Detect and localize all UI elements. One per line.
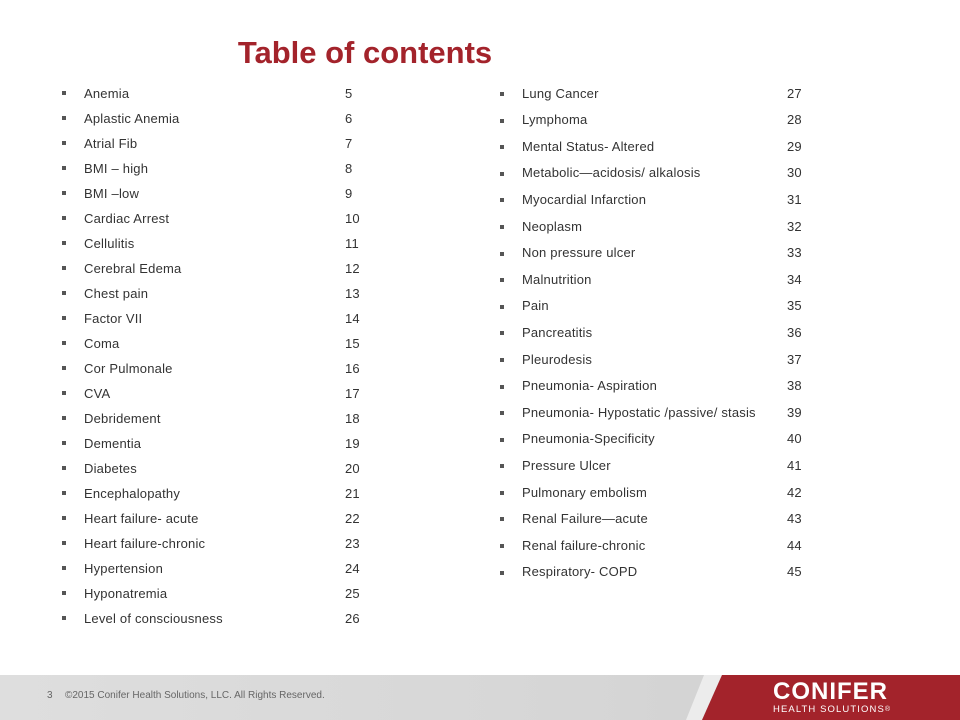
toc-entry: [62, 256, 382, 281]
toc-entry: [500, 373, 820, 400]
square-bullet-icon: [62, 216, 66, 220]
toc-entry-label: Level of consciousness: [84, 610, 223, 626]
toc-entry-page: 34: [787, 271, 802, 287]
toc-entry: [500, 320, 820, 347]
toc-entry-label: Pancreatitis: [522, 325, 593, 341]
toc-entry: [500, 160, 820, 187]
toc-entry-label: Chest pain: [84, 285, 149, 301]
toc-entry-page: 22: [345, 510, 360, 526]
toc-entry-page: 13: [345, 285, 360, 301]
toc-entry-label: Pneumonia- Aspiration: [522, 378, 657, 394]
toc-entry-page: 6: [345, 110, 353, 126]
square-bullet-icon: [62, 341, 66, 345]
toc-entry-page: 12: [345, 260, 360, 276]
toc-entry-label: Cerebral Edema: [84, 260, 182, 276]
toc-entry-page: 17: [345, 385, 360, 401]
square-bullet-icon: [62, 191, 66, 195]
toc-entry-label: Pleurodesis: [522, 351, 593, 367]
square-bullet-icon: [62, 391, 66, 395]
toc-entry-label: Pneumonia-Specificity: [522, 431, 655, 447]
square-bullet-icon: [500, 385, 504, 389]
toc-entry: [500, 426, 820, 453]
square-bullet-icon: [62, 491, 66, 495]
toc-entry: [62, 231, 382, 256]
logo-tagline-line: [773, 704, 903, 715]
toc-entry-page: 45: [787, 564, 802, 580]
toc-entry: [62, 531, 382, 556]
toc-right-column: [500, 81, 820, 586]
square-bullet-icon: [500, 92, 504, 96]
toc-entry-page: 37: [787, 351, 802, 367]
toc-left-column: [62, 81, 382, 631]
toc-entry-page: 18: [345, 410, 360, 426]
toc-entry-page: 20: [345, 460, 360, 476]
toc-entry-page: 33: [787, 245, 802, 261]
conifer-logo: [773, 680, 903, 715]
square-bullet-icon: [62, 516, 66, 520]
toc-entry: [62, 331, 382, 356]
toc-entry-label: Diabetes: [84, 460, 137, 476]
toc-entry: [500, 134, 820, 161]
square-bullet-icon: [500, 225, 504, 229]
toc-entry-page: 16: [345, 360, 360, 376]
copyright-notice: ©2015 Conifer Health Solutions, LLC. All Rights Reserved.: [65, 690, 325, 701]
square-bullet-icon: [62, 566, 66, 570]
square-bullet-icon: [500, 198, 504, 202]
toc-entry-page: 8: [345, 160, 353, 176]
toc-entry-page: 42: [787, 484, 802, 500]
toc-entry-page: 39: [787, 404, 802, 420]
toc-entry: [62, 131, 382, 156]
toc-entry: [62, 556, 382, 581]
toc-entry: [62, 81, 382, 106]
toc-entry-label: Renal Failure—acute: [522, 511, 648, 527]
toc-entry-page: 9: [345, 185, 353, 201]
logo-name: CONIFER: [773, 678, 888, 705]
square-bullet-icon: [62, 416, 66, 420]
toc-entry: [62, 431, 382, 456]
square-bullet-icon: [62, 291, 66, 295]
square-bullet-icon: [62, 91, 66, 95]
toc-entry-page: 35: [787, 298, 802, 314]
toc-entry-page: 10: [345, 210, 360, 226]
toc-entry-page: 28: [787, 112, 802, 128]
toc-entry: [500, 453, 820, 480]
toc-entry-label: Myocardial Infarction: [522, 192, 647, 208]
square-bullet-icon: [500, 145, 504, 149]
square-bullet-icon: [500, 172, 504, 176]
toc-entry: [500, 400, 820, 427]
toc-entry: [62, 181, 382, 206]
toc-entry: [62, 381, 382, 406]
toc-entry-page: 44: [787, 537, 802, 553]
toc-entry: [500, 480, 820, 507]
toc-entry-label: Anemia: [84, 85, 130, 101]
toc-entry-label: Neoplasm: [522, 218, 583, 234]
toc-entry-label: Pain: [522, 298, 549, 314]
toc-entry-label: Malnutrition: [522, 271, 592, 287]
toc-entry: [62, 306, 382, 331]
square-bullet-icon: [500, 411, 504, 415]
square-bullet-icon: [500, 119, 504, 123]
toc-entry-label: Atrial Fib: [84, 135, 138, 151]
toc-entry-label: Heart failure-chronic: [84, 535, 206, 551]
toc-entry-label: Factor VII: [84, 310, 143, 326]
toc-entry-page: 23: [345, 535, 360, 551]
toc-entry-page: 15: [345, 335, 360, 351]
toc-entry: [62, 281, 382, 306]
toc-entry-page: 11: [345, 235, 359, 251]
toc-entry-label: Pulmonary embolism: [522, 484, 647, 500]
toc-entry-label: Pneumonia- Hypostatic /passive/ stasis: [522, 404, 756, 420]
square-bullet-icon: [62, 441, 66, 445]
toc-entry-page: 5: [345, 85, 353, 101]
square-bullet-icon: [62, 141, 66, 145]
toc-entry-label: Hypertension: [84, 560, 163, 576]
toc-entry: [500, 559, 820, 586]
square-bullet-icon: [500, 331, 504, 335]
square-bullet-icon: [500, 544, 504, 548]
toc-entry-label: Metabolic—acidosis/ alkalosis: [522, 165, 701, 181]
toc-entry: [62, 581, 382, 606]
square-bullet-icon: [62, 316, 66, 320]
toc-entry-label: Mental Status- Altered: [522, 138, 655, 154]
toc-entry-label: Cor Pulmonale: [84, 360, 173, 376]
toc-entry: [62, 156, 382, 181]
square-bullet-icon: [500, 305, 504, 309]
toc-entry-label: BMI –low: [84, 185, 140, 201]
toc-entry: [500, 214, 820, 241]
square-bullet-icon: [500, 278, 504, 282]
toc-entry: [62, 106, 382, 131]
toc-entry-page: 30: [787, 165, 802, 181]
toc-entry-label: Dementia: [84, 435, 142, 451]
square-bullet-icon: [500, 464, 504, 468]
toc-entry: [500, 107, 820, 134]
square-bullet-icon: [500, 358, 504, 362]
toc-entry: [500, 81, 820, 108]
toc-entry-page: 19: [345, 435, 360, 451]
toc-entry-label: CVA: [84, 385, 111, 401]
toc-entry: [62, 506, 382, 531]
toc-entry-page: 29: [787, 138, 802, 154]
toc-entry-page: 26: [345, 610, 360, 626]
square-bullet-icon: [62, 541, 66, 545]
square-bullet-icon: [500, 252, 504, 256]
square-bullet-icon: [500, 571, 504, 575]
page-title: Table of contents: [237, 35, 493, 70]
square-bullet-icon: [62, 366, 66, 370]
toc-entry-label: Encephalopathy: [84, 485, 181, 501]
toc-entry: [62, 356, 382, 381]
toc-entry: [62, 456, 382, 481]
toc-entry: [500, 293, 820, 320]
slide-number: 3: [47, 690, 53, 701]
toc-entry-label: Aplastic Anemia: [84, 110, 180, 126]
square-bullet-icon: [62, 116, 66, 120]
toc-entry-label: Hyponatremia: [84, 585, 168, 601]
square-bullet-icon: [62, 466, 66, 470]
toc-entry: [500, 267, 820, 294]
toc-entry-label: Respiratory- COPD: [522, 564, 638, 580]
square-bullet-icon: [500, 491, 504, 495]
toc-entry-page: 32: [787, 218, 802, 234]
toc-entry: [62, 606, 382, 631]
toc-entry: [500, 187, 820, 214]
toc-entry-page: 27: [787, 85, 802, 101]
toc-entry-label: Coma: [84, 335, 120, 351]
toc-entry: [62, 406, 382, 431]
toc-entry-label: Pressure Ulcer: [522, 458, 611, 473]
toc-entry: [62, 206, 382, 231]
square-bullet-icon: [62, 616, 66, 620]
toc-entry: [500, 533, 820, 560]
toc-entry: [62, 481, 382, 506]
toc-entry-page: 24: [345, 560, 360, 576]
toc-entry-page: 7: [345, 135, 353, 151]
square-bullet-icon: [62, 241, 66, 245]
toc-entry-label: Lymphoma: [522, 112, 588, 128]
toc-entry-page: 38: [787, 378, 802, 394]
toc-entry-page: 43: [787, 511, 802, 527]
toc-entry-page: 25: [345, 585, 360, 601]
toc-entry-label: Renal failure-chronic: [522, 537, 646, 553]
toc-entry-page: 21: [345, 485, 360, 501]
toc-entry-label: Cellulitis: [84, 235, 135, 251]
registered-mark: ®: [884, 706, 891, 713]
toc-entry-page: 40: [787, 431, 802, 447]
toc-entry: [500, 347, 820, 374]
toc-entry-page: 31: [787, 192, 802, 208]
square-bullet-icon: [500, 438, 504, 442]
toc-entry-label: Non pressure ulcer: [522, 245, 636, 261]
square-bullet-icon: [62, 166, 66, 170]
toc-entry-label: Cardiac Arrest: [84, 210, 170, 226]
logo-tagline: HEALTH SOLUTIONS: [773, 704, 885, 715]
toc-entry-label: Heart failure- acute: [84, 510, 199, 526]
square-bullet-icon: [62, 266, 66, 270]
toc-entry-label: BMI – high: [84, 160, 149, 176]
toc-entry: [500, 506, 820, 533]
toc-entry-page: 41: [787, 458, 802, 473]
toc-entry: [500, 240, 820, 267]
square-bullet-icon: [62, 591, 66, 595]
toc-entry-page: 14: [345, 310, 360, 326]
toc-entry-label: Lung Cancer: [522, 85, 599, 101]
square-bullet-icon: [500, 517, 504, 521]
toc-entry-label: Debridement: [84, 410, 161, 426]
toc-entry-page: 36: [787, 325, 802, 341]
